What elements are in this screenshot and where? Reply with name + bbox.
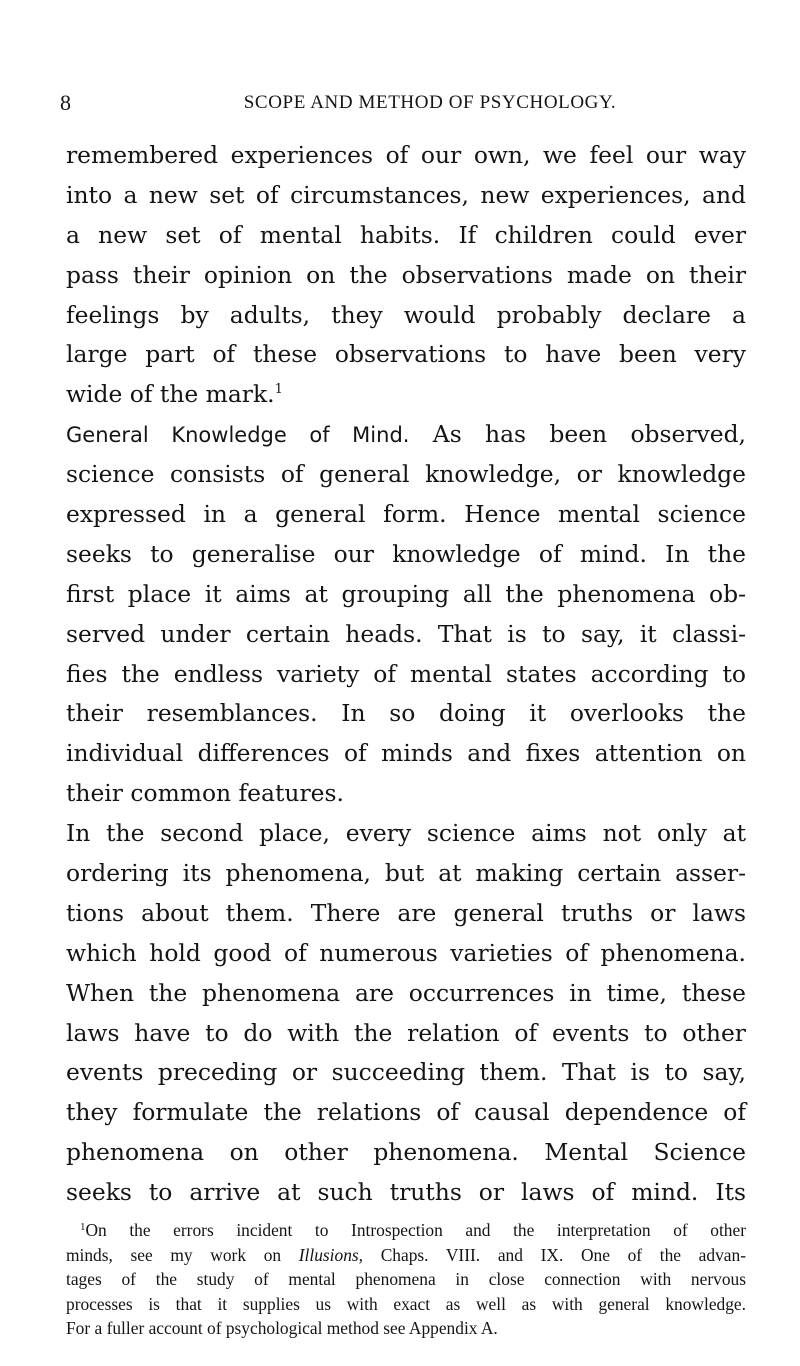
body-text — [66, 136, 746, 1213]
text-fragment: minds, see my work on — [66, 1244, 299, 1265]
text-line: ordering its phenomena, but at making certain asser- — [66, 859, 746, 888]
text-line: served under certain heads. That is to say, it classi- — [66, 619, 746, 648]
text-line: their common features. — [66, 779, 344, 808]
text-fragment: wide of the mark. — [66, 380, 275, 409]
footnote-line — [66, 1243, 746, 1268]
text-line: seeks to generalise our knowledge of mind. In the — [66, 539, 746, 568]
text-line: feelings by adults, they would probably declare a — [66, 300, 746, 329]
text-line — [66, 415, 746, 455]
text-fragment: Chaps. VIII. and IX. One of the advan- — [363, 1244, 746, 1265]
text-line: their resemblances. In so doing it overlooks the — [66, 699, 746, 728]
footnote-marker: 1 — [80, 1221, 86, 1233]
text-line: events preceding or succeeding them. That is to say, — [66, 1058, 746, 1087]
text-line — [66, 375, 746, 415]
footnote-line: For a fuller account of psychological method see Appendix A. — [66, 1318, 498, 1339]
running-title: SCOPE AND METHOD OF PSYCHOLOGY. — [243, 92, 617, 113]
text-line: a new set of mental habits. If children could ever — [66, 220, 746, 249]
text-line: into a new set of circumstances, new experiences, and — [66, 180, 746, 209]
footnote-line: processes is that it supplies us with exact as well as with general knowledge. — [66, 1293, 746, 1314]
text-line: seeks to arrive at such truths or laws of mind. Its — [66, 1178, 746, 1207]
text-line: large part of these observations to have been very — [66, 340, 746, 369]
text-line: which hold good of numerous varieties of phenomena. — [66, 938, 746, 967]
text-line: fies the endless variety of mental states according to — [66, 659, 746, 688]
text-line: first place it aims at grouping all the phenomena ob- — [66, 579, 746, 608]
text-fragment: On the errors incident to Introspection and the interpretation of other — [85, 1220, 746, 1240]
text-line: they formulate the relations of causal dependence of — [66, 1098, 746, 1127]
text-line: remembered experiences of our own, we feel our way — [66, 141, 746, 169]
page-number: 8 — [60, 90, 71, 115]
text-line: science consists of general knowledge, or knowledge — [66, 460, 746, 489]
text-fragment: As has been observed, — [432, 420, 746, 449]
running-head — [60, 90, 740, 120]
footnote-reference[interactable]: 1 — [274, 382, 283, 398]
text-line: individual differences of minds and fixes attention on — [66, 739, 746, 768]
text-line: expressed in a general form. Hence mental science — [66, 500, 746, 529]
side-heading: General Knowledge of Mind. — [66, 423, 410, 448]
book-title: Illusions, — [298, 1244, 364, 1265]
footnote — [66, 1218, 746, 1341]
text-line: tions about them. There are general truths or laws — [66, 898, 746, 927]
text-line: When the phenomena are occurrences in time, these — [66, 978, 746, 1007]
text-line: laws have to do with the relation of events to other — [66, 1018, 746, 1047]
text-line: In the second place, every science aims not only at — [66, 819, 746, 848]
text-line: phenomena on other phenomena. Mental Science — [66, 1138, 746, 1167]
footnote-line: tages of the study of mental phenomena in close connection with nervous — [66, 1269, 746, 1290]
footnote-line — [66, 1218, 746, 1243]
text-line: pass their opinion on the observations made on their — [66, 260, 746, 289]
